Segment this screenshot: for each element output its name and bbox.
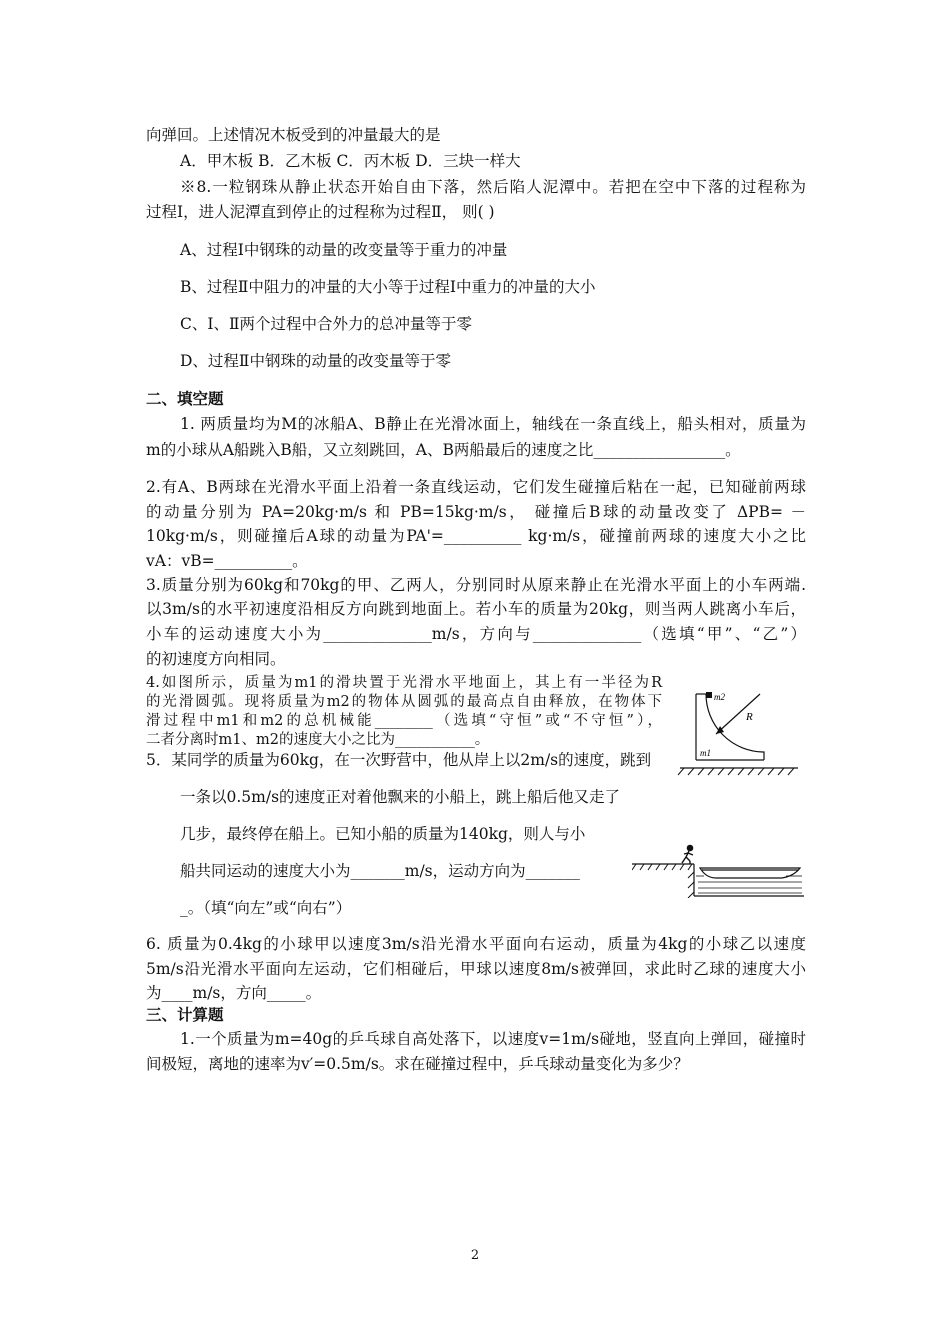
fill-q1-line1: 1. 两质量均为M的冰船A、B静止在光滑冰面上，轴线在一条直线上，船头相对，质量为 — [180, 415, 806, 433]
calc-q1-line2: 间极短，离地的速率为v′=0.5m/s。求在碰撞过程中，乒乓球动量变化为多少？ — [146, 1055, 689, 1073]
q7-options: A．甲木板 B．乙木板 C．丙木板 D．三块一样大 — [180, 152, 521, 170]
label-m1: m1 — [700, 748, 711, 758]
page-number: 2 — [470, 1248, 480, 1263]
fill-q3-line4: 的初速度方向相同。 — [146, 650, 286, 668]
fill-q3-line2: 以3m/s的水平初速度沿相反方向跳到地面上。若小车的质量为20kg，则当两人跳离小车后， — [146, 600, 806, 618]
fill-q1-line2: m的小球从A船跳入B船，又立刻跳回，A、B两船最后的速度之比_________________。 — [146, 441, 741, 459]
q8-line2: 过程Ⅰ，进人泥潭直到停止的过程称为过程Ⅱ， 则( ) — [146, 203, 495, 221]
mass-m2-block — [706, 692, 712, 698]
fill-q4-line2: 的光滑圆弧。现将质量为m2的物体从圆弧的最高点自由释放，在物体下 — [146, 694, 662, 710]
q8-line1: ※8.一粒钢珠从静止状态开始自由下落，然后陷人泥潭中。若把在空中下落的过程称为 — [180, 178, 806, 196]
fill-q6-line2: 5m/s沿光滑水平面向左运动，它们相碰后，甲球以速度8m/s被弹回，求此时乙球的速度大小 — [146, 960, 806, 978]
fill-q3-line3: 小车的运动速度大小为______________m/s，方向与______________（选填“甲”、“乙”） — [146, 625, 806, 643]
fill-q5-line1: 5．某同学的质量为60kg，在一次野营中，他从岸上以2m/s的速度，跳到 — [146, 751, 652, 769]
fill-q2-line2: 的动量分别为 PA=20kg·m/s 和 PB=15kg·m/s， 碰撞后B球的动量改变了 ΔPB= － — [146, 503, 806, 521]
figure-arc-block — [676, 676, 800, 776]
q8-option-a: A、过程Ⅰ中钢珠的动量的改变量等于重力的冲量 — [180, 241, 508, 259]
fill-q5-line2: 一条以0.5m/s的速度正对着他飘来的小船上，跳上船后他又走了 — [180, 788, 621, 806]
fill-q4-line4: 二者分离时m1、m2的速度大小之比为___________。 — [146, 732, 490, 748]
fill-q4-line1: 4.如图所示，质量为m1的滑块置于光滑水平地面上，其上有一半径为R — [146, 675, 662, 691]
figure-boat-shore — [632, 840, 804, 898]
fill-q2-line4: vA：vB=__________。 — [146, 552, 308, 570]
person-icon — [682, 845, 693, 864]
q8-option-c: C、Ⅰ、Ⅱ两个过程中合外力的总冲量等于零 — [180, 315, 473, 333]
fill-heading: 二、填空题 — [146, 389, 224, 408]
fill-q5-line3: 几步，最终停在船上。已知小船的质量为140kg，则人与小 — [180, 825, 586, 843]
fill-q2-line1: 2.有A、B两球在光滑水平面上沿着一条直线运动，它们发生碰撞后粘在一起，已知碰前两球 — [146, 478, 806, 496]
calc-q1-line1: 1.一个质量为m=40g的乒乓球自高处落下，以速度v=1m/s碰地，竖直向上弹回，碰撞时 — [180, 1030, 806, 1048]
shore-hatching — [632, 864, 694, 898]
calc-heading: 三、计算题 — [146, 1005, 224, 1024]
fill-q5-line5: _。（填“向左”或“向右”） — [180, 899, 352, 917]
q7-tail: 向弹回。上述情况木板受到的冲量最大的是 — [146, 126, 441, 144]
fill-q6-line3: 为____m/s，方向_____。 — [146, 984, 322, 1002]
fill-q4-line3: 滑过程中m1和m2的总机械能________（选填“守恒”或“不守恒”）， — [146, 713, 662, 729]
fill-q5-line4: 船共同运动的速度大小为_______m/s，运动方向为_______ — [180, 862, 580, 880]
fill-q6-line1: 6. 质量为0.4kg的小球甲以速度3m/s沿光滑水平面向右运动，质量为4kg的小球乙以速度 — [146, 935, 806, 953]
q8-option-d: D、过程Ⅱ中钢珠的动量的改变量等于零 — [180, 352, 451, 370]
q8-option-b: B、过程Ⅱ中阻力的冲量的大小等于过程Ⅰ中重力的冲量的大小 — [180, 278, 596, 296]
fill-q2-line3: 10kg·m/s，则碰撞后A球的动量为PA'=__________ kg·m/s，碰撞前两球的速度大小之比 — [146, 527, 806, 545]
label-r: R — [746, 711, 753, 723]
arc-surface — [706, 694, 764, 760]
label-m2: m2 — [714, 692, 725, 702]
fill-q3-line1: 3.质量分别为60kg和70kg的甲、乙两人，分别同时从原来静止在光滑水平面上的小车两端. — [146, 576, 806, 594]
